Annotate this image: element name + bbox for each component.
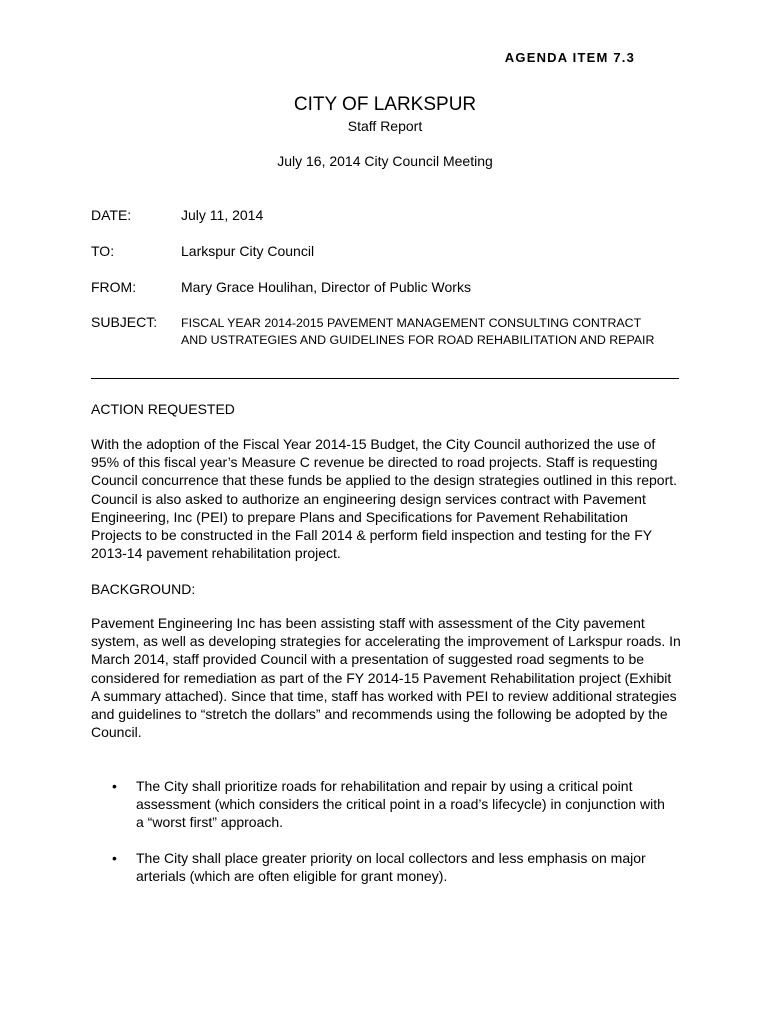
action-heading: ACTION REQUESTED (91, 401, 235, 417)
city-title: CITY OF LARKSPUR (293, 94, 477, 115)
to-value: Larkspur City Council (181, 243, 315, 259)
bullet-icon: • (112, 778, 117, 794)
subject-value: FISCAL YEAR 2014-2015 PAVEMENT MANAGEMENT CONSULTING CONTRACT AND USTRATEGIES AND GUIDELINES FOR ROAD REHABILITATION AND REPAIR (181, 316, 655, 347)
bullet-icon: • (112, 850, 117, 866)
subject-label: SUBJECT: (91, 314, 158, 330)
report-type: Staff Report (347, 118, 423, 134)
date-label: DATE: (91, 207, 132, 223)
list-item (112, 777, 672, 832)
from-label: FROM: (91, 279, 137, 295)
meeting-line: July 16, 2014 City Council Meeting (277, 153, 493, 169)
header-divider (91, 378, 679, 379)
action-paragraph: With the adoption of the Fiscal Year 2014-15 Budget, the City Council authorized the use of 95% of this fiscal year’s Measure C revenue be directed to road projects. Staff is requesting Council concurrence that these funds be applied to the design strategies outlined in this report. Council is also asked to authorize an engineering design services contract with Pavement Engineering, Inc (PEI) to prepare Plans and Specifications for Pavement Rehabilitation Projects to be constructed in the Fall 2014 & perform field inspection and testing for the FY 2013-14 pavement rehabilitation project. (91, 436, 678, 562)
background-heading: BACKGROUND: (91, 581, 196, 597)
from-value: Mary Grace Houlihan, Director of Public Works (181, 279, 471, 295)
list-item (112, 849, 672, 885)
date-value: July 11, 2014 (181, 207, 264, 223)
list-item-text: The City shall prioritize roads for rehabilitation and repair by using a critical point assessment (which considers the critical point in a road’s lifecycle) in conjunction with a “worst first” approach. (136, 778, 665, 831)
header-from-row (91, 279, 471, 295)
to-label: TO: (91, 243, 115, 259)
header-date-row (91, 207, 263, 223)
header-to-row (91, 243, 314, 259)
list-item-text: The City shall place greater priority on local collectors and less emphasis on major arterials (which are often eligible for grant money). (136, 850, 646, 885)
background-paragraph: Pavement Engineering Inc has been assisting staff with assessment of the City pavement system, as well as developing strategies for accelerating the improvement of Larkspur roads. In March 2014, staff provided Council with a presentation of suggested road segments to be considered for remediation as part of the FY 2014-15 Pavement Rehabilitation project (Exhibit A summary attached). Since that time, staff has worked with PEI to review additional strategies and guidelines to “stretch the dollars” and recommends using the following be adopted by the Council. (91, 615, 681, 741)
header-subject-row (91, 314, 661, 349)
agenda-item-label: AGENDA ITEM 7.3 (504, 50, 635, 65)
